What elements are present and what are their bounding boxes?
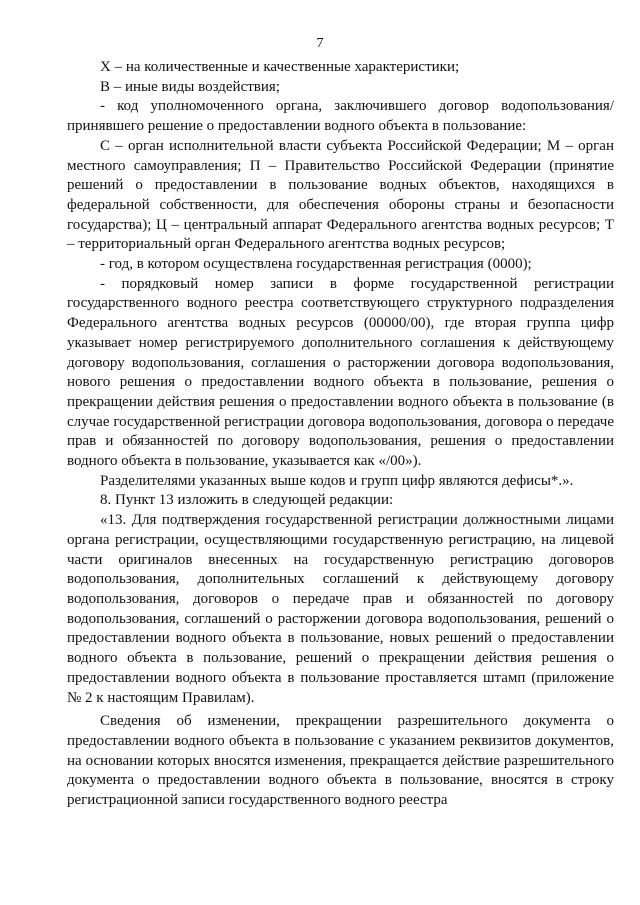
paragraph-b-other-impacts: В – иные виды воздействия; <box>100 78 280 95</box>
paragraph-item-8: 8. Пункт 13 изложить в следующей редакции: <box>100 492 394 509</box>
paragraph-separators: Разделителями указанных выше кодов и групп цифр являются дефисы*.». <box>100 472 574 489</box>
paragraph-change-info: Сведения об изменении, прекращении разрешительного документа о предоставлении водного объекта в пользование с указанием реквизитов документов, на основании которых вносятся изменения, прекращается действие разрешительного документа о предоставлении водного объекта в пользование, вносятся в строку регистрационной записи государственного водного реестра <box>67 713 614 809</box>
paragraph-record-number: - порядковый номер записи в форме государственной регистрации государственного водного реестра соответствующего структурного подразделения Федерального агентства водных ресурсов (00000/00), где вторая группа цифр указывает номер регистрируемого дополнительного соглашения к действующему договору водопользования, соглашения о расторжении договора водопользования, нового решения о предоставлении водного объекта в пользование, решения о прекращении действия решения о предоставлении водного объекта в пользование (в случае государственной регистрации договора водопользования, договора о передаче прав и обязанностей по договору водопользования, решения о предоставлении водного объекта в пользование, указывается как «/00»). <box>67 275 614 470</box>
paragraph-authority-list: С – орган исполнительной власти субъекта Российской Федерации; М – орган местного самоуправления; П – Правительство Российской Федерации (принятие решений о предоставлении в пользование водных объектов, находящихся в федеральной собственности, для обеспечения обороны страны и безопасности государства); Ц – центральный аппарат Федерального агентства водных ресурсов; Т – территориальный орган Федерального агентства водных ресурсов; <box>67 137 614 253</box>
paragraph-registration-year: - год, в котором осуществлена государственная регистрация (0000); <box>100 256 532 273</box>
page-number: 7 <box>316 36 324 51</box>
paragraph-x-characteristics: Х – на количественные и качественные характеристики; <box>100 59 460 75</box>
document-body <box>67 58 614 811</box>
paragraph-item-13: «13. Для подтверждения государственной регистрации должностными лицами органа регистрации, осуществляющими государственную регистрацию, на лицевой части оригиналов внесенных на государственную регистрацию договоров водопользования, дополнительных соглашений к действующему договору водопользования, договоров о передаче прав и обязанностей по договору водопользования, соглашений о расторжении договора водопользования, решений о предоставлении водного объекта в пользование, новых решений о предоставлении водного объекта в пользование, решений о прекращении действия решения о предоставлении водного объекта в пользование проставляется штамп (приложение № 2 к настоящим Правилам). <box>67 512 614 706</box>
paragraph-authority-code: - код уполномоченного органа, заключившего договор водопользования/принявшего решение о предоставлении водного объекта в пользование: <box>67 98 614 135</box>
